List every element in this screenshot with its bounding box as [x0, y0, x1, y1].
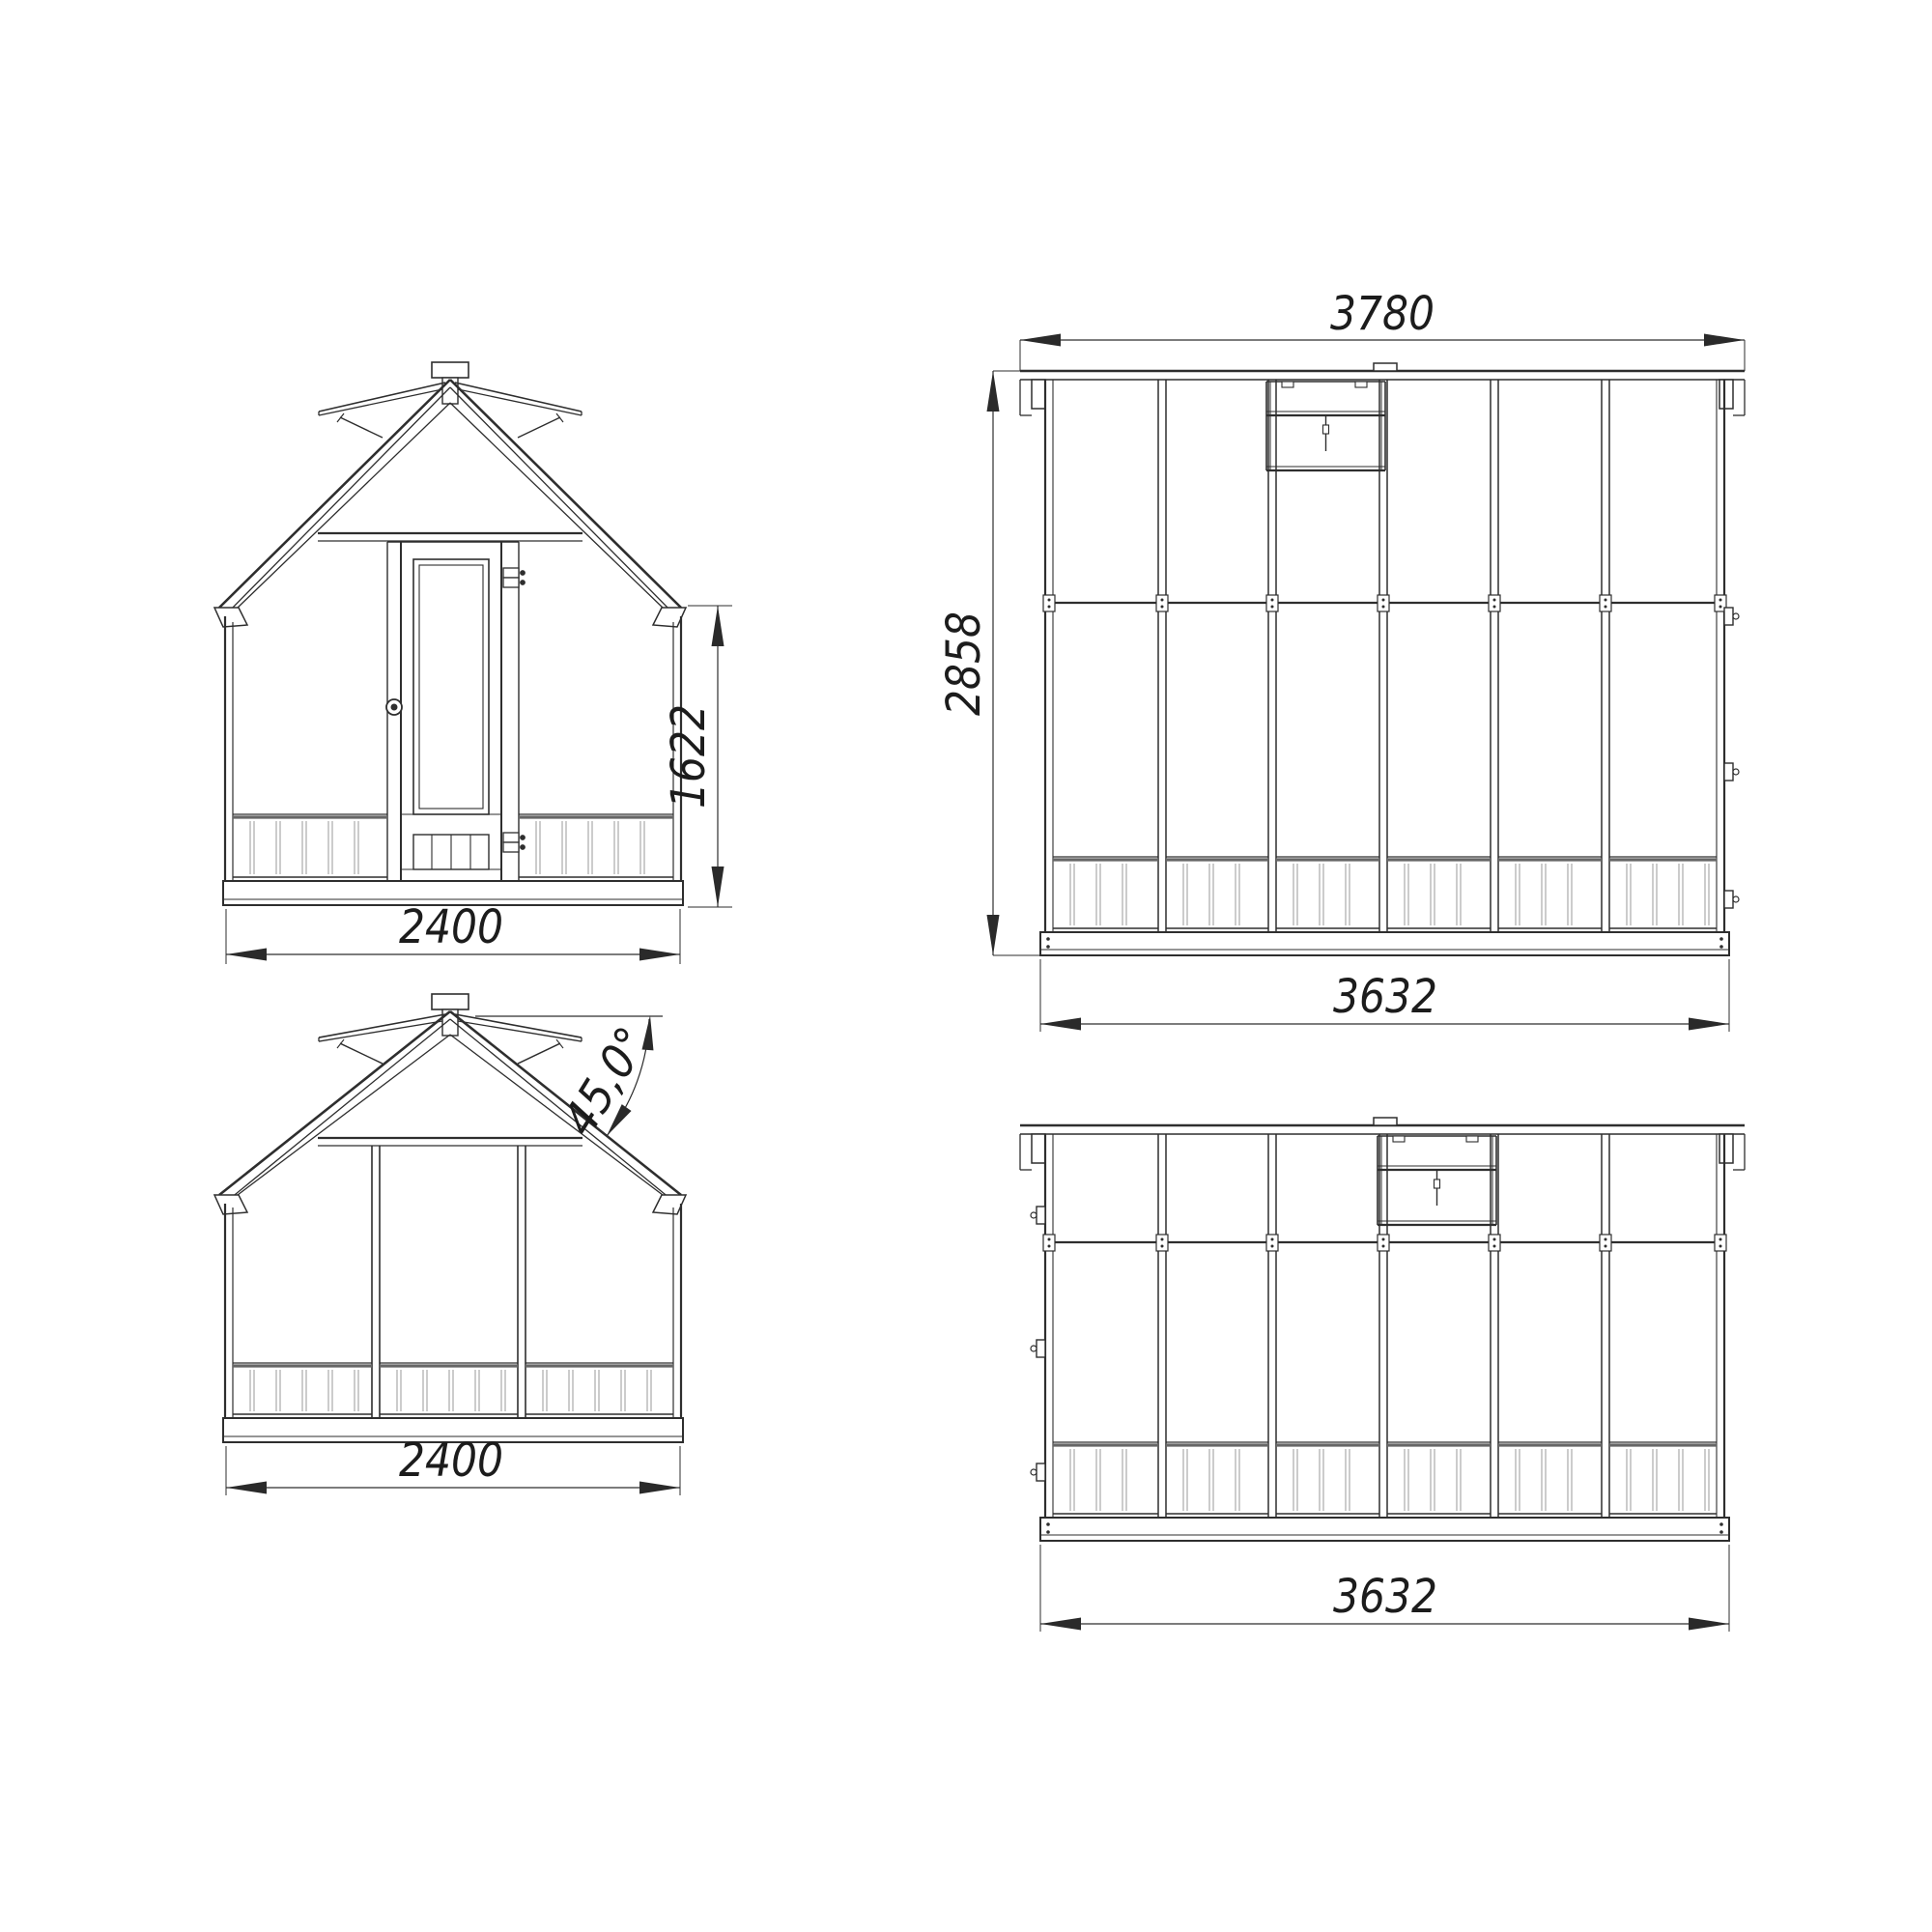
dim-side-roof-width: 3780	[1330, 287, 1435, 341]
rail-connector-plate	[1605, 1245, 1606, 1247]
drawing-line	[455, 383, 582, 412]
rail-connector-plate	[1161, 1238, 1163, 1240]
ridge-finial-post	[442, 1009, 458, 1036]
drawing-line	[319, 1014, 445, 1037]
drawing-line	[238, 1035, 450, 1195]
rail-connector-plate	[1048, 1245, 1050, 1247]
rail-connector-plate	[1382, 1238, 1384, 1240]
rail-connector-plate	[1043, 1235, 1055, 1251]
drawing-line	[214, 608, 247, 627]
dim-front-height: 1622	[662, 690, 716, 809]
corner-hinge	[1724, 763, 1733, 781]
ridge-finial-cap	[432, 994, 469, 1009]
drawing-line	[1047, 1531, 1050, 1534]
vent-hinge-notch	[1393, 1136, 1405, 1142]
corner-hinge	[1724, 608, 1733, 625]
rail-connector-plate	[1382, 599, 1384, 601]
drawing-line	[219, 380, 450, 608]
rail-connector-plate	[1719, 1238, 1721, 1240]
drawing-line	[556, 413, 563, 422]
drawing-line	[1047, 938, 1050, 941]
door-hinge	[521, 581, 526, 585]
rail-connector-plate	[1378, 595, 1389, 611]
rail-connector-plate	[1156, 1235, 1168, 1251]
drawing-line	[556, 1039, 563, 1048]
rail-connector-plate	[1719, 599, 1721, 601]
drawing-line	[1720, 946, 1723, 949]
drawing-line	[1720, 1523, 1723, 1526]
rail-connector-plate	[1493, 606, 1495, 608]
drawing-line	[1720, 1531, 1723, 1534]
dim-front-width: 2400	[399, 900, 503, 954]
vent-hinge-notch	[1355, 382, 1367, 387]
eave-end-cap	[1719, 380, 1733, 409]
corner-hinge	[1733, 769, 1739, 775]
corner-hinge	[1037, 1463, 1045, 1481]
drawing-line	[337, 1039, 344, 1048]
drawing-line	[340, 417, 383, 438]
corner-hinge	[1031, 1212, 1037, 1218]
dimension-arrow	[1020, 334, 1061, 347]
rail-connector-plate	[1605, 606, 1606, 608]
dimension-arrow	[987, 915, 1000, 955]
drawing-line	[214, 1195, 247, 1214]
drawing-line	[319, 383, 445, 412]
dimension-arrow	[987, 371, 1000, 412]
rail-connector-plate	[1489, 595, 1500, 611]
dim-rear-width: 2400	[399, 1434, 503, 1488]
rail-connector-plate	[1382, 606, 1384, 608]
door-hinge	[521, 836, 526, 840]
drawing-line	[337, 413, 344, 422]
rail-connector-plate	[1600, 1235, 1611, 1251]
drawing-line	[1040, 1518, 1729, 1541]
rail-connector-plate	[1161, 599, 1163, 601]
door-hinge	[503, 833, 519, 842]
dimension-arrow	[1040, 1618, 1081, 1631]
dimension-arrow	[1040, 1018, 1081, 1031]
door-hinge	[521, 571, 526, 576]
dimension-arrow	[1704, 334, 1745, 347]
drawing-line	[413, 559, 489, 814]
rail-connector-plate	[1271, 599, 1273, 601]
rail-connector-plate	[1493, 599, 1495, 601]
vent-hinge-notch	[1282, 382, 1293, 387]
side-elevation-view	[1020, 363, 1745, 955]
dimension-arrow	[1689, 1618, 1729, 1631]
rail-connector-plate	[1271, 1245, 1273, 1247]
corner-hinge	[1733, 613, 1739, 619]
drawing-line	[450, 403, 663, 608]
rail-connector-plate	[1493, 1238, 1495, 1240]
side-elevation-mirrored-view	[1020, 1118, 1745, 1541]
drawing-line	[458, 389, 582, 415]
door-hinge	[503, 842, 519, 852]
drawing-line	[1720, 938, 1723, 941]
door-hinge	[503, 568, 519, 578]
rail-connector-plate	[1715, 1235, 1726, 1251]
drawing-line	[238, 403, 450, 608]
rail-connector-plate	[1605, 599, 1606, 601]
rail-connector-plate	[1048, 599, 1050, 601]
drawing-line	[450, 380, 681, 608]
rail-connector-plate	[1266, 1235, 1278, 1251]
dimension-arrow	[226, 1482, 267, 1494]
door-hinge	[521, 845, 526, 850]
ridge-finial-cap	[432, 362, 469, 378]
rail-connector-plate	[1161, 1245, 1163, 1247]
door-knob	[391, 704, 397, 710]
vent-hinge-notch	[1466, 1136, 1478, 1142]
rail-connector-plate	[1271, 606, 1273, 608]
drawing-line	[419, 565, 483, 809]
eave-end-cap	[1032, 1134, 1045, 1163]
ridge-cap	[1374, 1118, 1397, 1125]
rail-connector-plate	[1271, 1238, 1273, 1240]
dim-side-b-base-width: 3632	[1333, 1570, 1437, 1624]
dimension-arrow	[639, 1482, 680, 1494]
rail-connector-plate	[1043, 595, 1055, 611]
dimension-arrow	[1689, 1018, 1729, 1031]
door-hinge	[503, 578, 519, 587]
dim-side-height: 2858	[937, 597, 991, 716]
rail-connector-plate	[1048, 606, 1050, 608]
corner-hinge	[1037, 1207, 1045, 1224]
rail-connector-plate	[1489, 1235, 1500, 1251]
drawing-line	[1047, 1523, 1050, 1526]
corner-hinge	[1724, 891, 1733, 908]
drawing-line	[1047, 946, 1050, 949]
drawing-line	[518, 1043, 560, 1064]
rail-connector-plate	[1493, 1245, 1495, 1247]
dim-side-base-width: 3632	[1333, 970, 1437, 1024]
vent-handle	[1435, 1179, 1440, 1188]
corner-hinge	[1733, 896, 1739, 902]
drawing-line	[340, 1043, 383, 1064]
rail-connector-plate	[1378, 1235, 1389, 1251]
rail-connector-plate	[1382, 1245, 1384, 1247]
rail-connector-plate	[1156, 595, 1168, 611]
rail-connector-plate	[1266, 595, 1278, 611]
eave-end-cap	[1032, 380, 1045, 409]
drawing-line	[319, 389, 442, 415]
corner-hinge	[1037, 1340, 1045, 1357]
vent-handle	[1323, 425, 1329, 434]
dimension-arrow	[639, 949, 680, 961]
rail-connector-plate	[1719, 1245, 1721, 1247]
drawing-line	[518, 417, 560, 438]
front-elevation-view	[214, 362, 686, 905]
rail-connector-plate	[1161, 606, 1163, 608]
rail-connector-plate	[1605, 1238, 1606, 1240]
dimension-arrow	[712, 606, 724, 646]
ridge-finial-post	[442, 378, 458, 404]
drawing-line	[1040, 932, 1729, 955]
eave-end-cap	[1719, 1134, 1733, 1163]
dim-rear-roof-angle: 45,0°	[552, 1009, 666, 1146]
dimension-arrow	[226, 949, 267, 961]
drawing-line	[455, 1014, 582, 1037]
rail-connector-plate	[1600, 595, 1611, 611]
ridge-cap	[1374, 363, 1397, 371]
dimension-arrow	[712, 867, 724, 907]
corner-hinge	[1031, 1346, 1037, 1351]
rail-connector-plate	[1719, 606, 1721, 608]
rail-connector-plate	[1048, 1238, 1050, 1240]
corner-hinge	[1031, 1469, 1037, 1475]
